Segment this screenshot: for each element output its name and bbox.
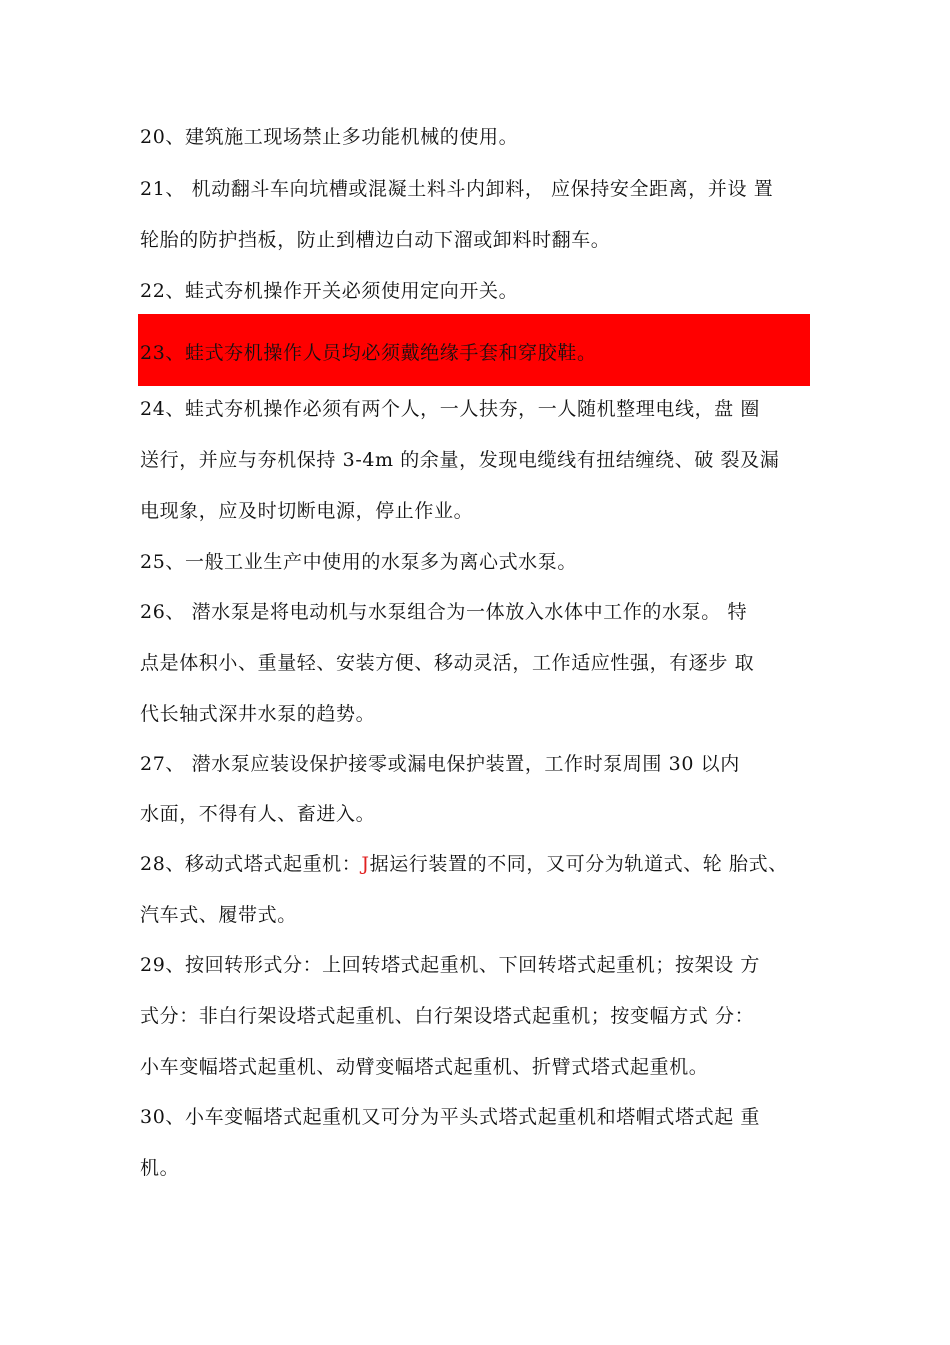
red-cursor-mark: J (361, 853, 370, 875)
item-29-line-2: 式分：非白行架设塔式起重机、白行架设塔式起重机；按变幅方式 分： (140, 1005, 755, 1027)
item-27-line-1: 27、 潜水泵应装设保护接零或漏电保护装置，工作时泵周围 30 以内 (140, 753, 740, 775)
item-30-line-2: 机。 (140, 1157, 180, 1179)
item-26-line-3: 代长轴式深井水泵的趋势。 (140, 703, 376, 725)
item-22: 22、蛙式夯机操作开关必须使用定向开关。 (140, 280, 519, 302)
item-26-line-1: 26、 潜水泵是将电动机与水泵组合为一体放入水体中工作的水泵。 特 (140, 601, 748, 623)
item-24-line-1: 24、蛙式夯机操作必须有两个人，一人扶夯，一人随机整理电线，盘 圈 (140, 398, 761, 420)
item-28-rest: 据运行装置的不同，又可分为轨道式、轮 胎式、 (369, 853, 788, 875)
item-28-lead: 28、移动式塔式起重机： (140, 853, 362, 875)
item-23: 23、蛙式夯机操作人员均必须戴绝缘手套和穿胶鞋。 (140, 342, 597, 364)
item-29-line-3: 小车变幅塔式起重机、动臂变幅塔式起重机、折臂式塔式起重机。 (140, 1056, 709, 1078)
item-30-line-1: 30、小车变幅塔式起重机又可分为平头式塔式起重机和塔帽式塔式起 重 (140, 1106, 761, 1128)
item-28-line-1 (140, 851, 820, 877)
item-27-line-2: 水面，不得有人、畜进入。 (140, 803, 376, 825)
item-20: 20、建筑施工现场禁止多功能机械的使用。 (140, 126, 519, 148)
item-24-line-3: 电现象，应及时切断电源，停止作业。 (140, 500, 474, 522)
item-21-line-1: 21、 机动翻斗车向坑槽或混凝土料斗内卸料， 应保持安全距离，并设 置 (140, 178, 774, 200)
item-29-line-1: 29、按回转形式分：上回转塔式起重机、下回转塔式起重机；按架设 方 (140, 954, 761, 976)
item-21-line-2: 轮胎的防护挡板，防止到槽边白动下溜或卸料时翻车。 (140, 229, 611, 251)
item-24-line-2: 送行，并应与夯机保持 3-4m 的余量，发现电缆线有扭结缠绕、破 裂及漏 (140, 449, 780, 471)
item-25: 25、一般工业生产中使用的水泵多为离心式水泵。 (140, 551, 577, 573)
item-28-line-2: 汽车式、履带式。 (140, 904, 297, 926)
item-26-line-2: 点是体积小、重量轻、安装方便、移动灵活，工作适应性强，有逐步 取 (140, 652, 755, 674)
